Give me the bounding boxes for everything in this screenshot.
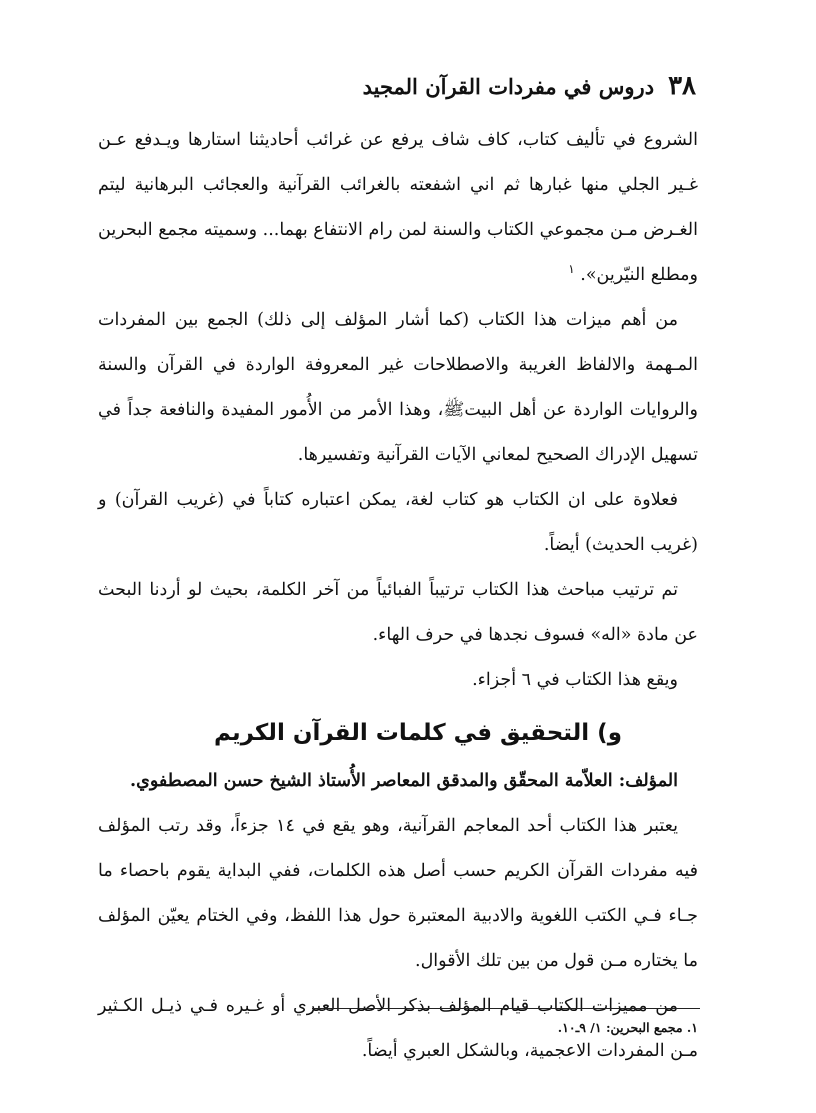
- paragraph-features: من أهم ميزات هذا الكتاب (كما أشار المؤلف إلى ذلك) الجمع بين المفردات المـهمة والالفاظ الغريبة والاصطلاحات غير المعروفة الواردة في القرآن والسنة والروايات الواردة عن أهل البيتﷺ، وهذا الأمر من الأُمور المفيدة والنافعة جداً في تسهيل الإدراك الصحيح لمعاني الآيات القرآنية وتفسيرها.: [98, 310, 698, 465]
- paragraph-arrangement: تم ترتيب مباحث هذا الكتاب ترتيباً الفبائياً من آخر الكلمة، بحيث لو أردنا البحث عن مادة «اله» فسوف نجدها في حرف الهاء.: [98, 580, 698, 645]
- page-number: ٣٨: [668, 71, 696, 101]
- paragraph-volumes: ويقع هذا الكتاب في ٦ أجزاء.: [472, 670, 678, 690]
- footnote: ١. مجمع البحرين: ١/ ٩ـ١٠.: [557, 1020, 698, 1035]
- footnote-marker: ١: [568, 262, 575, 277]
- footnote-divider: [312, 1008, 700, 1009]
- paragraph-dictionary: يعتبر هذا الكتاب أحد المعاجم القرآنية، وهو يقع في ١٤ جزءاً، وقد رتب المؤلف فيه مفردات القرآن الكريم حسب أصل هذه الكلمات، ففي البداية يقوم باحصاء ما جـاء فـي الكتب اللغوية والادبية المعتبرة حول هذا اللفظ، وفي الختام يعيّن المؤلف ما يختاره مـن قول من بين تلك الأقوال.: [98, 816, 698, 971]
- paragraph-text: الشروع في تأليف كتاب، كاف شاف يرفع عن غرائب أحاديثنا استارها ويـدفع عـن غـير الجلي منها غبارها ثم اني اشفعته بالغرائب القرآنية والعجائب البرهانية ليتم الغـرض مـن مجموعي الكتاب والسنة لمن رام الانتفاع بهما... وسميته مجمع البحرين ومطلع النيّرين».: [98, 130, 698, 285]
- paragraph-language-book: فعلاوة على ان الكتاب هو كتاب لغة، يمكن اعتباره كتاباً في (غريب القرآن) و (غريب الحديث) أيضاً.: [98, 490, 698, 555]
- paragraph-quote-continuation: [98, 118, 698, 298]
- author-line: المؤلف: العلاّمة المحقّق والمدقق المعاصر الأُستاذ الشيخ حسن المصطفوي.: [130, 771, 678, 791]
- section-heading: و) التحقيق في كلمات القرآن الكريم: [213, 720, 622, 746]
- body-text: [98, 118, 698, 1074]
- running-header: [110, 66, 696, 106]
- running-title: دروس في مفردات القرآن المجيد: [362, 73, 655, 99]
- paragraph-hebrew-origin: من مميزات الكتاب قيام المؤلف بذكر الأصل العبري أو غـيره فـي ذيـل الكـثير مـن المفردات الاعجمية، وبالشكل العبري أيضاً.: [98, 996, 698, 1061]
